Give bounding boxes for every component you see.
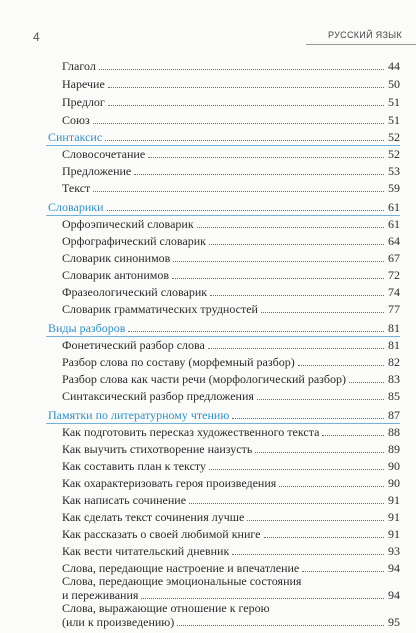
page-header <box>0 0 416 44</box>
toc-entry <box>62 213 400 231</box>
toc-entry <box>62 557 400 575</box>
toc-entry <box>62 351 400 369</box>
toc-page-number: 91 <box>388 527 400 541</box>
toc-page-number: 87 <box>388 408 400 422</box>
toc-page-number: 81 <box>388 338 400 352</box>
dot-leader <box>141 598 384 599</box>
toc-entry <box>62 109 400 127</box>
dot-leader <box>349 382 384 383</box>
toc-entry <box>62 540 400 558</box>
toc-entry <box>62 55 400 73</box>
toc-entry-label: Как вести читательский дневник <box>62 544 230 558</box>
toc-entry-label: Словарик грамматических трудностей <box>62 302 258 316</box>
toc-section-heading <box>48 404 400 422</box>
toc-entry-label: Орфоэпический словарик <box>62 217 194 231</box>
toc-page-number: 51 <box>388 113 400 127</box>
toc-section-heading <box>48 196 400 214</box>
toc-page-number: 90 <box>388 476 400 490</box>
toc-entry-label: Разбор слова как части речи (морфологический разбор) <box>62 372 347 386</box>
dot-leader <box>298 365 384 366</box>
header-rule <box>306 44 416 45</box>
toc-entry <box>62 73 400 91</box>
dot-leader <box>322 435 384 436</box>
toc-entry <box>62 281 400 299</box>
toc-entry <box>62 91 400 109</box>
toc-page-number: 51 <box>388 95 400 109</box>
dot-leader <box>99 69 384 70</box>
toc-entry <box>62 421 400 439</box>
toc-entry <box>62 264 400 282</box>
dot-leader <box>108 105 384 106</box>
toc-page-number: 85 <box>388 389 400 403</box>
dot-leader <box>209 469 384 470</box>
toc-entry <box>62 506 400 524</box>
toc-page-number: 95 <box>388 615 400 629</box>
toc-entry-label: Как написать сочинение <box>62 493 187 507</box>
dot-leader <box>264 537 385 538</box>
toc-entry-label: Союз <box>62 113 90 127</box>
toc-page-number: 94 <box>388 588 400 602</box>
toc-entry-label: Слова, выражающие отношение к герою <box>62 601 270 615</box>
toc-page-number: 53 <box>388 164 400 178</box>
toc-entry-label-continuation: и переживания <box>62 588 139 602</box>
toc-page-number: 82 <box>388 355 400 369</box>
toc-page-number: 61 <box>388 200 400 214</box>
toc-page-number: 81 <box>388 321 400 335</box>
toc-section-label: Памятки по литературному чтению <box>48 408 230 422</box>
toc-entry-label: Разбор слова по составу (морфемный разбор) <box>62 355 295 369</box>
dot-leader <box>134 174 384 175</box>
toc-entry <box>62 334 400 352</box>
dot-leader <box>93 191 384 192</box>
dot-leader <box>107 210 385 211</box>
toc-entry-label: Как подготовить пересказ художественного текста <box>62 425 320 439</box>
dot-leader <box>93 123 384 124</box>
toc-page-number: 94 <box>388 561 400 575</box>
toc-entry-label-continuation: (или к произведению) <box>62 615 175 629</box>
toc-page-number: 72 <box>388 268 400 282</box>
toc-page-number: 88 <box>388 425 400 439</box>
toc-entry-label: Наречие <box>62 77 105 91</box>
dot-leader <box>232 554 384 555</box>
toc-entry-label: Как охарактеризовать героя произведения <box>62 476 277 490</box>
toc-page-number: 90 <box>388 459 400 473</box>
toc-entry <box>62 230 400 248</box>
toc-page-number: 64 <box>388 234 400 248</box>
toc-entry-label: Слова, передающие настроение и впечатление <box>62 561 300 575</box>
toc-entry-label: Словосочетание <box>62 147 146 161</box>
toc-entry <box>62 385 400 403</box>
toc-entry-label: Предложение <box>62 164 132 178</box>
dot-leader <box>208 348 384 349</box>
toc-entry-label: Словарик антонимов <box>62 268 170 282</box>
toc-page-number: 91 <box>388 493 400 507</box>
toc-section-label: Словарики <box>48 200 104 214</box>
dot-leader <box>197 227 384 228</box>
toc-entry <box>62 177 400 195</box>
toc-page-number: 77 <box>388 302 400 316</box>
dot-leader <box>173 261 384 262</box>
dot-leader <box>148 157 384 158</box>
dot-leader <box>172 278 384 279</box>
toc-entry-label: Предлог <box>62 95 105 109</box>
toc-section-label: Виды разборов <box>48 321 126 335</box>
dot-leader <box>279 486 384 487</box>
toc-page-number: 50 <box>388 77 400 91</box>
toc-entry <box>62 472 400 490</box>
toc-entry-label: Синтаксический разбор предложения <box>62 389 254 403</box>
toc-section-heading <box>48 317 400 335</box>
dot-leader <box>232 418 384 419</box>
toc-entry <box>62 489 400 507</box>
toc-page-number: 52 <box>388 130 400 144</box>
toc-entry-label: Фонетический разбор слова <box>62 338 205 352</box>
toc-entry-label: Орфографический словарик <box>62 234 206 248</box>
running-head: РУССКИЙ ЯЗЫК <box>328 30 402 40</box>
toc-entry-label: Глагол <box>62 59 96 73</box>
toc-entry <box>62 523 400 541</box>
toc-page-number: 83 <box>388 372 400 386</box>
toc-entry-label: Текст <box>62 181 91 195</box>
page-number: 4 <box>33 30 40 44</box>
toc-entry-label: Как сделать текст сочинения лучше <box>62 510 245 524</box>
toc-entry <box>62 601 400 633</box>
toc-page-number: 44 <box>388 59 400 73</box>
toc-page-number: 61 <box>388 217 400 231</box>
toc-entry-label: Как выучить стихотворение наизусть <box>62 442 253 456</box>
toc-entry <box>62 455 400 473</box>
toc-entry <box>62 438 400 456</box>
dot-leader <box>261 312 384 313</box>
toc-entry <box>62 368 400 386</box>
toc-entry <box>62 247 400 265</box>
toc-page-number: 67 <box>388 251 400 265</box>
dot-leader <box>128 331 384 332</box>
toc-section-label: Синтаксис <box>48 130 103 144</box>
dot-leader <box>257 399 384 400</box>
toc-entry-label: Словарик синонимов <box>62 251 171 265</box>
dot-leader <box>247 520 384 521</box>
toc-entry <box>62 298 400 316</box>
toc-entry-label: Как рассказать о своей любимой книге <box>62 527 261 541</box>
toc-entry-label: Как составить план к тексту <box>62 459 206 473</box>
toc-page-number: 59 <box>388 181 400 195</box>
dot-leader <box>105 140 384 141</box>
dot-leader <box>108 87 384 88</box>
toc-page-number: 89 <box>388 442 400 456</box>
dot-leader <box>210 295 384 296</box>
toc-entry <box>62 160 400 178</box>
toc-page-number: 93 <box>388 544 400 558</box>
dot-leader <box>255 452 384 453</box>
toc-entry-label: Фразеологический словарик <box>62 285 208 299</box>
toc-page-number: 91 <box>388 510 400 524</box>
toc-page-number: 52 <box>388 147 400 161</box>
toc-entry <box>62 143 400 161</box>
dot-leader <box>177 625 384 626</box>
toc-entry-label: Слова, передающие эмоциональные состояния <box>62 574 302 588</box>
toc-section-heading <box>48 126 400 144</box>
toc-page-number: 74 <box>388 285 400 299</box>
dot-leader <box>189 503 384 504</box>
dot-leader <box>302 571 384 572</box>
dot-leader <box>209 244 384 245</box>
